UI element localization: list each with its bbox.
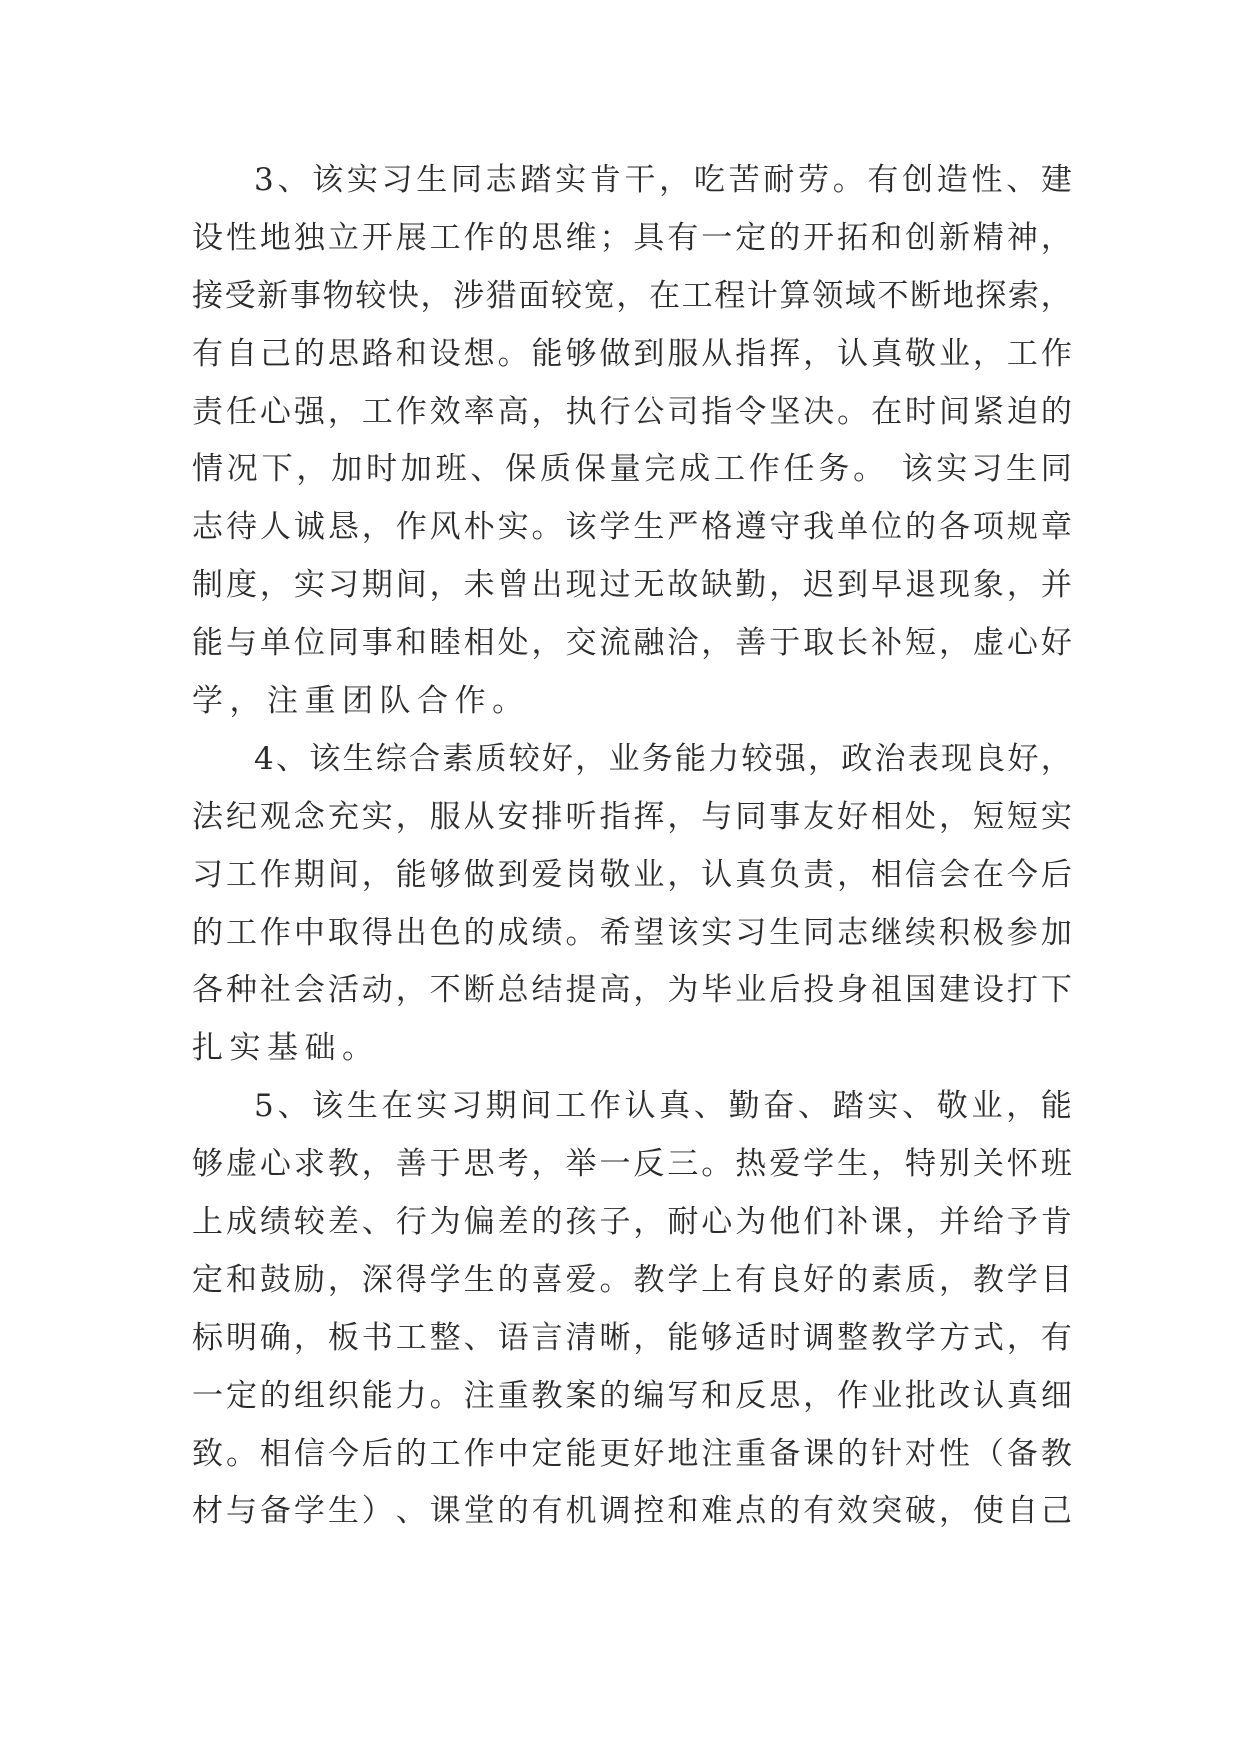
- text-line: 上 成 绩 较 差 、 行 为 偏 差 的 孩 子 ， 耐 心 为 他 们 补 课 ， 并 给 予 肯: [192, 1204, 1072, 1241]
- text-line: 有 自 己 的 思 路 和 设 想 。 能 够 做 到 服 从 指 挥 ， 认 真 敬 业 ， 工 作: [192, 335, 1072, 372]
- text-line: 的 工 作 中 取 得 出 色 的 成 绩 。 希 望 该 实 习 生 同 志 继 续 积 极 参 加: [192, 914, 1072, 951]
- text-line: 致 。 相 信 今 后 的 工 作 中 定 能 更 好 地 注 重 备 课 的 针 对 性 （ 备 教: [192, 1435, 1072, 1472]
- text-line: 材 与 备 学 生 ） 、 课 堂 的 有 机 调 控 和 难 点 的 有 效 突 破 ， 使 自 己: [192, 1493, 1072, 1530]
- text-line: 5 、 该 生 在 实 习 期 间 工 作 认 真 、 勤 奋 、 踏 实 、 敬 业 ， 能: [254, 1088, 1072, 1125]
- text-line: 3 、 该 实 习 生 同 志 踏 实 肯 干 ， 吃 苦 耐 劳 。 有 创 造 性 、 建: [254, 162, 1072, 198]
- text-line: 接 受 新 事 物 较 快 ， 涉 猎 面 较 宽 ， 在 工 程 计 算 领 域 不 断 地 探 索 ，: [192, 277, 1072, 314]
- text-line: 扎实基础。: [192, 1030, 380, 1067]
- text-line: 法 纪 观 念 充 实 ， 服 从 安 排 听 指 挥 ， 与 同 事 友 好 相 处 ， 短 短 实: [192, 798, 1072, 835]
- text-line: 够 虚 心 求 教 ， 善 于 思 考 ， 举 一 反 三 。 热 爱 学 生 ， 特 别 关 怀 班: [192, 1146, 1072, 1183]
- text-line: 能 与 单 位 同 事 和 睦 相 处 ， 交 流 融 洽 ， 善 于 取 长 补 短 ， 虚 心 好: [192, 625, 1072, 662]
- text-line: 情 况 下 ， 加 时 加 班 、 保 质 保 量 完 成 工 作 任 务 。 该 实 习 生 同: [192, 451, 1072, 488]
- text-line: 习 工 作 期 间 ， 能 够 做 到 爱 岗 敬 业 ， 认 真 负 责 ， 相 信 会 在 今 后: [192, 856, 1072, 893]
- text-line: 标 明 确 ， 板 书 工 整 、 语 言 清 晰 ， 能 够 适 时 调 整 教 学 方 式 ， 有: [192, 1319, 1072, 1356]
- text-line: 学，注重团队合作。: [192, 683, 530, 720]
- text-line: 制 度 ， 实 习 期 间 ， 未 曾 出 现 过 无 故 缺 勤 ， 迟 到 早 退 现 象 ， 并: [192, 567, 1072, 604]
- body-text: [192, 152, 1072, 1541]
- text-line: 4 、 该 生 综 合 素 质 较 好 ， 业 务 能 力 较 强 ， 政 治 表 现 良 好 ，: [254, 740, 1072, 777]
- text-line: 责 任 心 强 ， 工 作 效 率 高 ， 执 行 公 司 指 令 坚 决 。 在 时 间 紧 迫 的: [192, 393, 1072, 430]
- text-line: 一 定 的 组 织 能 力 。 注 重 教 案 的 编 写 和 反 思 ， 作 业 批 改 认 真 细: [192, 1377, 1072, 1414]
- text-line: 志 待 人 诚 恳 ， 作 风 朴 实 。 该 学 生 严 格 遵 守 我 单 位 的 各 项 规 章: [192, 509, 1072, 546]
- text-line: 设 性 地 独 立 开 展 工 作 的 思 维 ； 具 有 一 定 的 开 拓 和 创 新 精 神 ，: [192, 219, 1072, 256]
- text-line: 定 和 鼓 励 ， 深 得 学 生 的 喜 爱 。 教 学 上 有 良 好 的 素 质 ， 教 学 目: [192, 1261, 1072, 1298]
- text-line: 各 种 社 会 活 动 ， 不 断 总 结 提 高 ， 为 毕 业 后 投 身 祖 国 建 设 打 下: [192, 972, 1072, 1009]
